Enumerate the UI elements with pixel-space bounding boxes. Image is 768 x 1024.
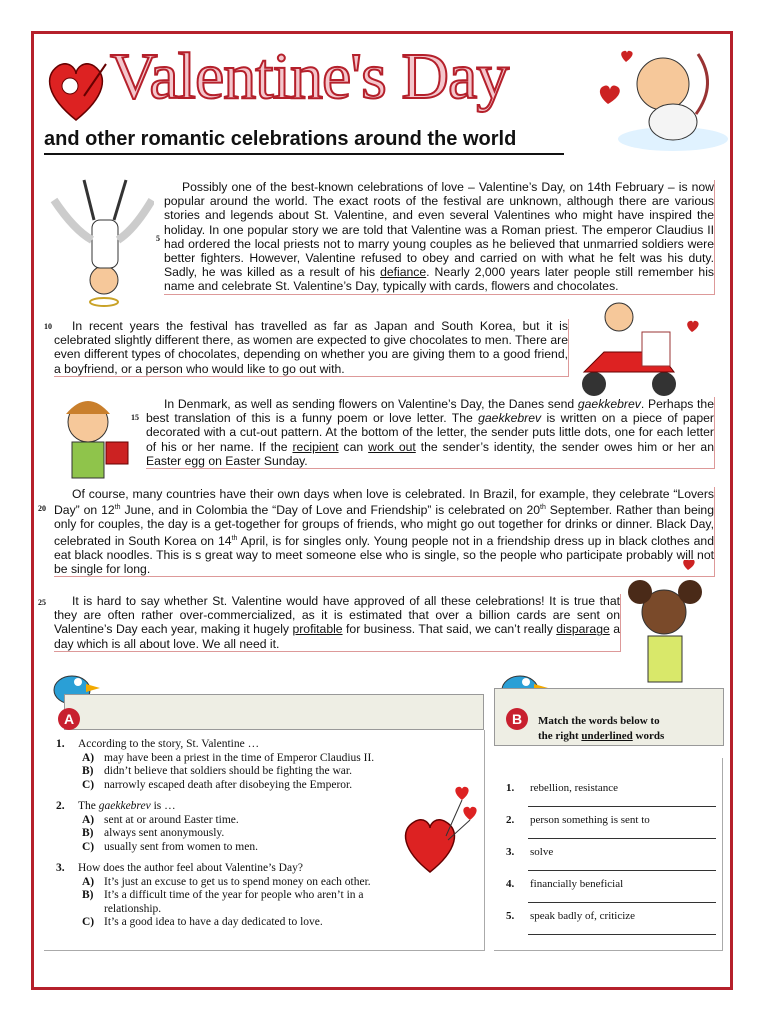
option[interactable]: C) It’s a good idea to have a day dedicated to love.: [82, 916, 323, 928]
answer-line[interactable]: [528, 902, 716, 903]
answer-line[interactable]: [528, 934, 716, 935]
paragraph-1: Possibly one of the best-known celebrations of love – Valentine’s Day, on 14th February – is now popular around the world. The exact roots of the festival are unknown, although there are various stories and legends about St. Valentine, and even several Valentines who might have inspired the holiday. In one popular story we are told that Valentine was a Roman priest. The emperor Claudius II had ordered the local priests not to marry young couples as he believed that unmarried soldiers were better fighters. However, Valentine refused to obey and carried on with what he felt was his duty. Sadly, he was killed as a result of his defiance. Nearly 2,000 years later people still remember his name and celebrate St. Valentine’s Day, typically with cards, flowers and chocolates.: [164, 180, 714, 294]
page-subtitle: and other romantic celebrations around the world: [44, 128, 564, 155]
option[interactable]: C) narrowly escaped death after disobeying the Emperor.: [82, 778, 353, 791]
answer-line[interactable]: [528, 838, 716, 839]
option[interactable]: B) didn’t believe that soldiers should be fighting the war.: [82, 765, 352, 777]
question-1: 1. According to the story, St. Valentine … A) may have been a priest in the time of Emperor Claudius II. B) didn’t believe that soldiers should be fighting the war. C) narrowly escaped death after disobeying the Emperor.: [56, 738, 476, 792]
underlined-word: defiance: [380, 265, 427, 280]
matching-item: 1. rebellion, resistance: [506, 782, 716, 814]
cupid-illustration: [578, 44, 728, 154]
option[interactable]: B) always sent anonymously.: [82, 827, 225, 839]
matching-item: 2. person something is sent to: [506, 814, 716, 846]
paragraph-5: It is hard to say whether St. Valentine would have approved of all these celebrations! It is true that they are often rather over-commercialized, as it is estimated that over a billion cards are sent on Valentine’s Day each year, making it hugely profitable for business. That said, we can’t really disparage a day which is all about love. We all need it.: [54, 594, 620, 651]
question-list: [56, 738, 476, 930]
underlined-word: profitable: [292, 622, 343, 637]
line-number: 5: [156, 234, 160, 243]
line-number: 10: [44, 322, 52, 331]
matching-item: 3. solve: [506, 846, 716, 878]
underlined-word: work out: [368, 439, 416, 454]
delivery-scooter-illustration: [564, 292, 714, 402]
option[interactable]: B) It’s a difficult time of the year for people who aren’t in a relationship.: [82, 889, 364, 915]
option[interactable]: A) sent at or around Easter time.: [82, 813, 239, 826]
matching-item: 5. speak badly of, criticize: [506, 910, 716, 942]
line-number: 15: [131, 413, 139, 422]
option[interactable]: C) usually sent from women to men.: [82, 840, 258, 853]
falling-angel-illustration: [44, 170, 154, 310]
question-3: 3. How does the author feel about Valentine’s Day? A) It’s just an excuse to get us to spend money on each other. B) It’s a difficult time of the year for people who aren’t in a relationship. C) It’s a good idea to have a day dedicated to love.: [56, 862, 476, 930]
section-a-header-bar: [64, 694, 484, 730]
matching-list: [506, 782, 716, 942]
paragraph-4: Of course, many countries have their own days when love is celebrated. In Brazil, for example, they celebrate “Lovers Day” on 12th June, and in Colombia the “Day of Love and Friendship” is celebrated on 20th September. Rather than being only for couples, the day is a get-together for groups of friends, who might go out together for drinks or dinner. Black Day, celebrated in South Korea on 14th April, is for singles only. Young people not in a friendship dress up in black clothes and eat black noodles. This is s great way to meet someone else who is single, so the people who participate probably will not be single for long.: [54, 487, 714, 577]
cupid-heart-illustration: [40, 56, 112, 126]
section-a-badge: A: [58, 708, 80, 730]
option[interactable]: A) It’s just an excuse to get us to spend money on each other.: [82, 875, 371, 888]
page-title: Valentine's Day: [110, 40, 509, 113]
paragraph-3: In Denmark, as well as sending flowers on Valentine’s Day, the Danes send gaekkebrev. Perhaps the best translation of this is a funny poem or love letter. The gaekkebrev is written on a piece of paper decorated with a cut-out pattern. At the bottom of the letter, the sender puts little dots, one for each letter of his or her name. If the recipient can work out the sender’s identity, the sender owes him or her an Easter egg on Easter Sunday.: [146, 397, 714, 468]
question-2: 2. The gaekkebrev is … A) sent at or around Easter time. B) always sent anonymously. C) usually sent from women to men.: [56, 800, 476, 854]
line-number: 20: [38, 504, 46, 513]
girl-with-hearts-illustration: [618, 560, 718, 700]
answer-line[interactable]: [528, 870, 716, 871]
option[interactable]: A) may have been a priest in the time of Emperor Claudius II.: [82, 751, 375, 764]
underlined-word: recipient: [292, 439, 339, 454]
answer-line[interactable]: [528, 806, 716, 807]
section-b-instructions: Match the words below to the right underlined words: [538, 715, 665, 742]
section-b-badge: B: [506, 708, 528, 730]
paragraph-2: In recent years the festival has travelled as far as Japan and South Korea, but it is celebrated slightly different there, as women are expected to give chocolates to men. There are even different types of chocolates, depending on whether you are giving them to a good friend, a boyfriend, or a person who would like to go out with.: [54, 319, 568, 376]
girl-with-letter-illustration: [52, 394, 136, 484]
line-number: 25: [38, 598, 46, 607]
matching-item: 4. financially beneficial: [506, 878, 716, 910]
underlined-word: disparage: [556, 622, 610, 637]
